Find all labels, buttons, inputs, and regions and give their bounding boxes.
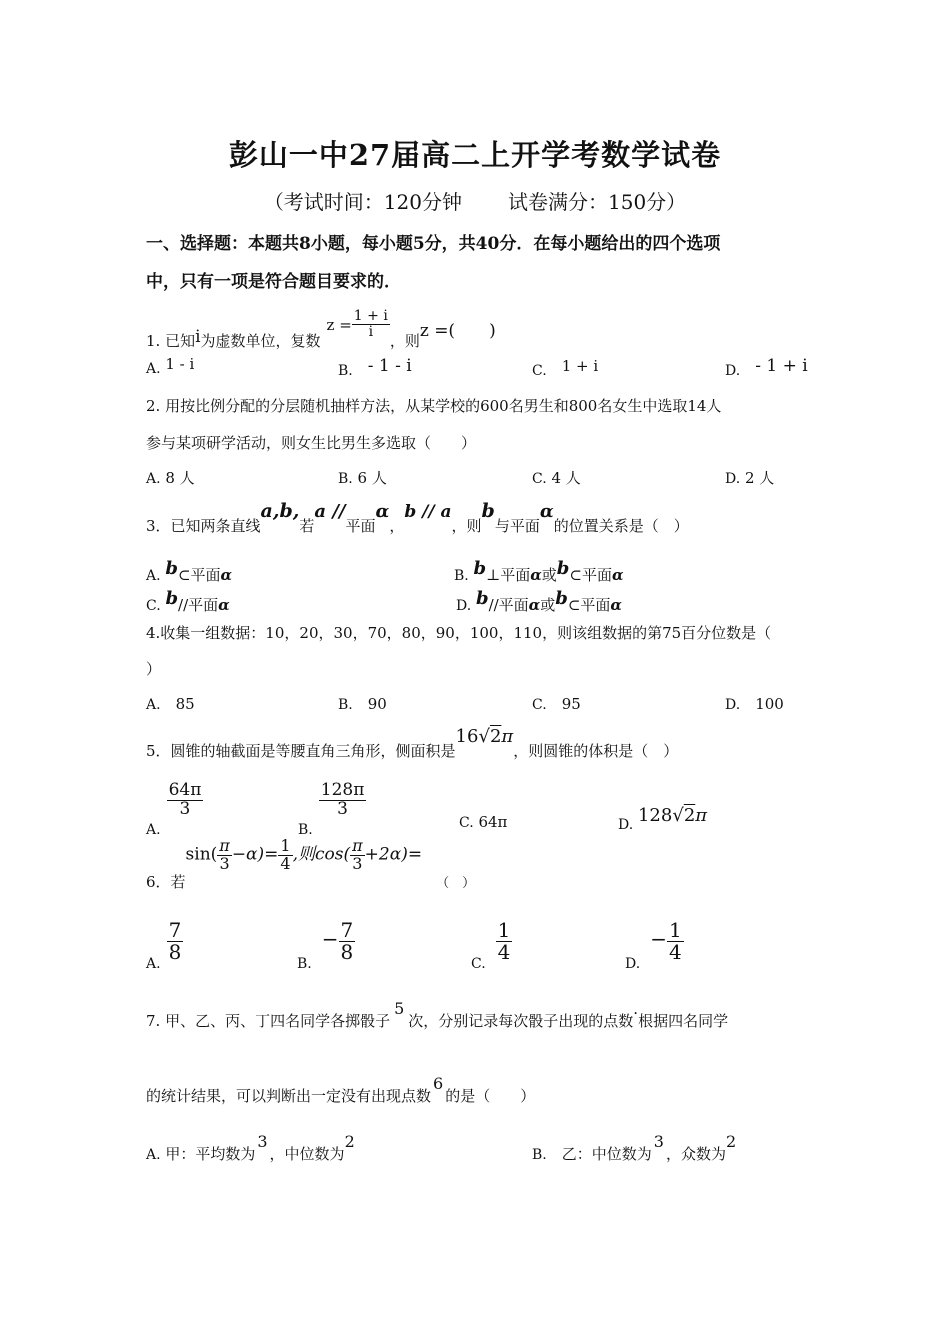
q1-frac-num: 1 + i — [353, 307, 388, 324]
q4-option-a-label: A. — [146, 697, 161, 713]
q7-option-b-value1: 3 — [653, 1132, 664, 1151]
q5-option-b-den: 3 — [337, 798, 348, 819]
q7-option-a-text1: 甲：平均数为 — [165, 1145, 256, 1163]
q1-option-b-label: B. — [338, 363, 353, 379]
q6-option-d-den: 4 — [668, 940, 682, 964]
q6-option-c-num: 1 — [497, 918, 511, 942]
q3-option-a-label: A. — [146, 568, 161, 584]
q5-option-d[interactable]: D. 128√2π — [618, 805, 708, 833]
q3-option-b-or: 或 — [541, 566, 557, 584]
q3-option-b-text1: ⊥平面 — [486, 566, 531, 584]
q6-option-a-frac — [167, 920, 184, 963]
q3-option-b-b: b — [473, 558, 487, 579]
q7-mid: 次，分别记录每次骰子出现的点数 — [408, 1012, 634, 1030]
q1-fraction — [352, 309, 390, 339]
q4-option-c-text: 95 — [561, 695, 581, 713]
q3-option-c-text: //平面 — [178, 596, 219, 614]
q1-pre: 1. 已知 — [146, 332, 196, 350]
q6-option-a[interactable] — [146, 918, 183, 972]
q7-five: 5 — [394, 999, 405, 1018]
q7-option-a-text2: ，中位数为 — [269, 1145, 345, 1163]
q4-option-b[interactable] — [338, 693, 387, 714]
question-3 — [146, 500, 689, 535]
q1-post: ，则 — [389, 332, 420, 350]
q6-frac-pi3 — [217, 838, 232, 873]
question-1 — [146, 300, 496, 350]
q2-option-b-label: B. — [338, 471, 353, 487]
q5-option-a-num: 64π — [168, 780, 202, 800]
q7-post: 根据四名同学 — [638, 1012, 729, 1030]
q5-area-rad: 2 — [489, 726, 502, 747]
q3-option-b-alpha1: α — [530, 566, 542, 584]
q1-mid: 为虚数单位，复数 — [200, 332, 321, 350]
q1-option-a-text: 1 - i — [165, 355, 195, 373]
q1-z2: z =( ) — [419, 321, 496, 341]
q3-b-parallel-a: b // a — [404, 502, 452, 522]
q1-option-b-text: - 1 - i — [367, 356, 412, 376]
q4-option-a-text: 85 — [175, 695, 195, 713]
q6-option-d-label: D. — [625, 955, 641, 972]
q7-option-b-value2: 2 — [725, 1132, 737, 1151]
q6-three-2: 3 — [352, 853, 363, 873]
q6-option-d[interactable] — [625, 918, 684, 972]
q3-b: b — [481, 500, 495, 522]
q2-option-b-text: 6 人 — [357, 469, 387, 487]
q1-option-d[interactable] — [725, 356, 808, 380]
q3-option-d[interactable] — [456, 588, 622, 614]
q6-one: 1 — [280, 836, 291, 855]
q2-line2: 参与某项研学活动，则女生比男生多选取（ ） — [146, 434, 477, 452]
q4-option-d-text: 100 — [755, 695, 784, 713]
q2-option-d-label: D. — [725, 471, 741, 487]
q3-lines-ab: a,b, — [260, 500, 300, 522]
section-heading-line1: 一、选择题：本题共8小题，每小题5分，共40分．在每小题给出的四个选项 — [146, 234, 721, 254]
q6-option-b-frac — [339, 920, 356, 963]
q6-option-a-num: 7 — [168, 918, 182, 942]
q7-option-a-label: A. — [146, 1147, 161, 1163]
q6-option-b-label: B. — [297, 955, 312, 972]
q6-option-d-num: 1 — [668, 918, 682, 942]
q5-post: ，则圆锥的体积是（ ） — [513, 742, 679, 760]
q3-option-d-alpha1: α — [528, 596, 541, 614]
q6-option-d-sign: − — [650, 926, 667, 951]
q5-option-d-coef: 128 — [637, 805, 673, 826]
q6-pi: π — [219, 836, 230, 855]
q4-option-c[interactable] — [532, 693, 581, 714]
q3-alpha-2: α — [539, 501, 554, 522]
q2-option-c-label: C. — [532, 471, 547, 487]
q3-option-d-b: b — [475, 588, 489, 609]
q6-pi-2: π — [352, 836, 363, 855]
q3-pre: 3．已知两条直线 — [146, 517, 261, 535]
q3-option-a[interactable] — [146, 558, 233, 584]
q5-option-c[interactable] — [459, 813, 507, 831]
q6-option-c-label: C. — [471, 955, 486, 972]
q6-option-c-den: 4 — [497, 940, 511, 964]
q7-line2b: 的是（ ） — [445, 1087, 536, 1105]
exam-subtitle — [0, 186, 950, 215]
q2-option-c-text: 4 人 — [551, 469, 581, 487]
q6-paren: （ ） — [436, 876, 476, 892]
q3-option-c-label: C. — [146, 598, 161, 614]
q6-ze-cos: ,则cos( — [292, 844, 351, 865]
q1-option-d-label: D. — [725, 363, 741, 379]
q4-option-b-text: 90 — [367, 695, 387, 713]
q3-option-d-text1: //平面 — [488, 596, 529, 614]
q6-frac-1-4 — [278, 838, 292, 873]
q3-option-b-label: B. — [454, 568, 469, 584]
exam-title: 彭山一中27届高二上开学考数学试卷 — [228, 138, 722, 172]
q2-option-a-label: A. — [146, 471, 161, 487]
q5-option-b[interactable] — [298, 780, 366, 839]
q6-option-a-den: 8 — [168, 940, 182, 964]
q2-option-a[interactable] — [146, 467, 195, 488]
q3-option-d-alpha2: α — [610, 596, 622, 614]
q3-option-a-alpha: α — [220, 566, 233, 584]
q6-pre: 6．若 — [146, 873, 186, 892]
q1-frac-den: i — [368, 323, 374, 340]
q5-option-d-pi: π — [695, 805, 708, 826]
q7-pre: 7. 甲、乙、丙、丁四名同学各掷骰子 — [146, 1012, 391, 1030]
q3-option-a-b: b — [165, 558, 178, 579]
q4-option-c-label: C. — [532, 697, 547, 713]
q6-option-c-frac — [496, 920, 513, 963]
q7-option-a-value1: 3 — [257, 1132, 268, 1151]
q3-option-a-text: ⊂平面 — [177, 566, 221, 584]
q3-option-b-text2: ⊂平面 — [569, 566, 612, 584]
q5-option-a[interactable] — [146, 780, 203, 839]
q6-frac-pi3-2 — [350, 838, 365, 873]
question-5: 5．圆锥的轴截面是等腰直角三角形，侧面积是16√2π，则圆锥的体积是（ ） — [146, 726, 679, 760]
q1-option-c-text: 1 + i — [561, 357, 599, 375]
q7-option-b-text2: ，众数为 — [665, 1145, 726, 1163]
q7-dot: · — [633, 1004, 639, 1022]
q5-option-c-text: 64π — [478, 813, 508, 831]
q6-option-d-frac — [667, 920, 684, 963]
q2-option-d-text: 2 人 — [744, 469, 775, 487]
q3-comma: ， — [389, 517, 405, 535]
q2-option-d[interactable] — [725, 467, 774, 488]
q2-line1: 2. 用按比例分配的分层随机抽样方法，从某学校的600名男生和800名女生中选取14人 — [146, 397, 722, 415]
q3-plane: 平面 — [345, 517, 376, 535]
q7-option-a[interactable] — [146, 1132, 355, 1164]
q3-option-d-b2: b — [555, 588, 568, 609]
q7-line2a: 的统计结果，可以判断出一定没有出现点数 — [146, 1087, 432, 1105]
q6-option-c[interactable] — [471, 918, 512, 972]
q3-option-c[interactable] — [146, 588, 230, 614]
question-6 — [146, 836, 476, 892]
q3-alpha: α — [375, 501, 390, 522]
q5-area-pi: π — [501, 726, 514, 747]
q6-plus-2alpha: +2α)= — [364, 844, 423, 865]
q3-option-d-or: 或 — [540, 596, 556, 614]
q3-option-c-alpha: α — [218, 596, 230, 614]
q7-line1 — [146, 999, 729, 1031]
q6-option-a-label: A. — [146, 955, 161, 972]
q6-option-b-num: 7 — [340, 918, 354, 942]
q6-option-b[interactable] — [297, 918, 355, 972]
q7-option-a-value2: 2 — [344, 1132, 355, 1151]
q7-option-b[interactable] — [532, 1132, 737, 1164]
q1-option-c[interactable] — [532, 359, 598, 380]
q1-z-eq: z = — [326, 316, 352, 334]
q3-post2: 的位置关系是（ ） — [553, 517, 689, 535]
q3-option-d-text2: ⊂平面 — [567, 596, 611, 614]
q3-ze: ，则 — [451, 517, 482, 535]
q7-option-b-text1: 乙：中位数为 — [561, 1145, 652, 1163]
q1-option-a[interactable] — [146, 355, 195, 377]
section-heading-line2: 中，只有一项是符合题目要求的． — [146, 272, 401, 292]
q6-minus-alpha: −α)= — [231, 844, 279, 865]
q4-option-d-label: D. — [725, 697, 741, 713]
q5-option-b-label: B. — [298, 822, 313, 839]
q6-option-b-den: 8 — [340, 940, 354, 964]
q2-option-a-text: 8 人 — [165, 469, 195, 487]
q4-line2: ） — [146, 660, 162, 678]
q7-option-b-label: B. — [532, 1147, 547, 1163]
q4-option-a[interactable] — [146, 693, 195, 714]
q3-option-b-alpha2: α — [611, 566, 624, 584]
q7-six: 6 — [433, 1074, 444, 1093]
q5-option-a-frac — [167, 782, 204, 819]
q5-option-a-den: 3 — [179, 798, 191, 819]
q1-option-d-text: - 1 + i — [755, 356, 808, 376]
q1-option-b[interactable] — [338, 356, 412, 380]
q5-option-c-label: C. — [459, 815, 474, 831]
q6-sin: sin( — [185, 844, 218, 865]
q3-option-d-label: D. — [456, 598, 472, 614]
q5-pre: 5．圆锥的轴截面是等腰直角三角形，侧面积是 — [146, 742, 456, 760]
q4-option-b-label: B. — [338, 697, 353, 713]
q4-line1: 4.收集一组数据：10，20，30，70，80，90，100，110，则该组数据的第75百分位数是（ — [146, 624, 772, 642]
q3-option-b[interactable] — [454, 558, 624, 584]
exam-score: 试卷满分：150分） — [508, 190, 687, 214]
q1-option-c-label: C. — [532, 363, 547, 379]
q4-option-d[interactable] — [725, 693, 784, 714]
q2-option-c[interactable] — [532, 467, 581, 488]
q5-option-b-num: 128π — [320, 780, 365, 800]
q1-option-a-label: A. — [146, 361, 161, 377]
q5-area-coef: 16 — [455, 726, 479, 747]
q3-a-parallel: a // — [314, 501, 346, 522]
q5-option-b-frac — [319, 782, 367, 819]
q2-option-b[interactable] — [338, 467, 387, 488]
q3-option-c-b: b — [165, 588, 179, 609]
q6-three: 3 — [219, 853, 230, 873]
q5-option-a-label: A. — [146, 822, 161, 839]
q3-ruo: 若 — [299, 517, 315, 535]
q3-option-b-b2: b — [556, 558, 570, 579]
q7-line2 — [146, 1074, 536, 1106]
q5-option-d-rad: 2 — [683, 805, 696, 826]
q1-i: i — [195, 327, 201, 347]
q3-post: 与平面 — [494, 517, 540, 535]
exam-time: （考试时间：120分钟 — [263, 190, 462, 214]
q6-option-b-sign: − — [321, 926, 339, 951]
q5-option-d-label: D. — [618, 817, 634, 833]
q6-four: 4 — [280, 853, 291, 873]
